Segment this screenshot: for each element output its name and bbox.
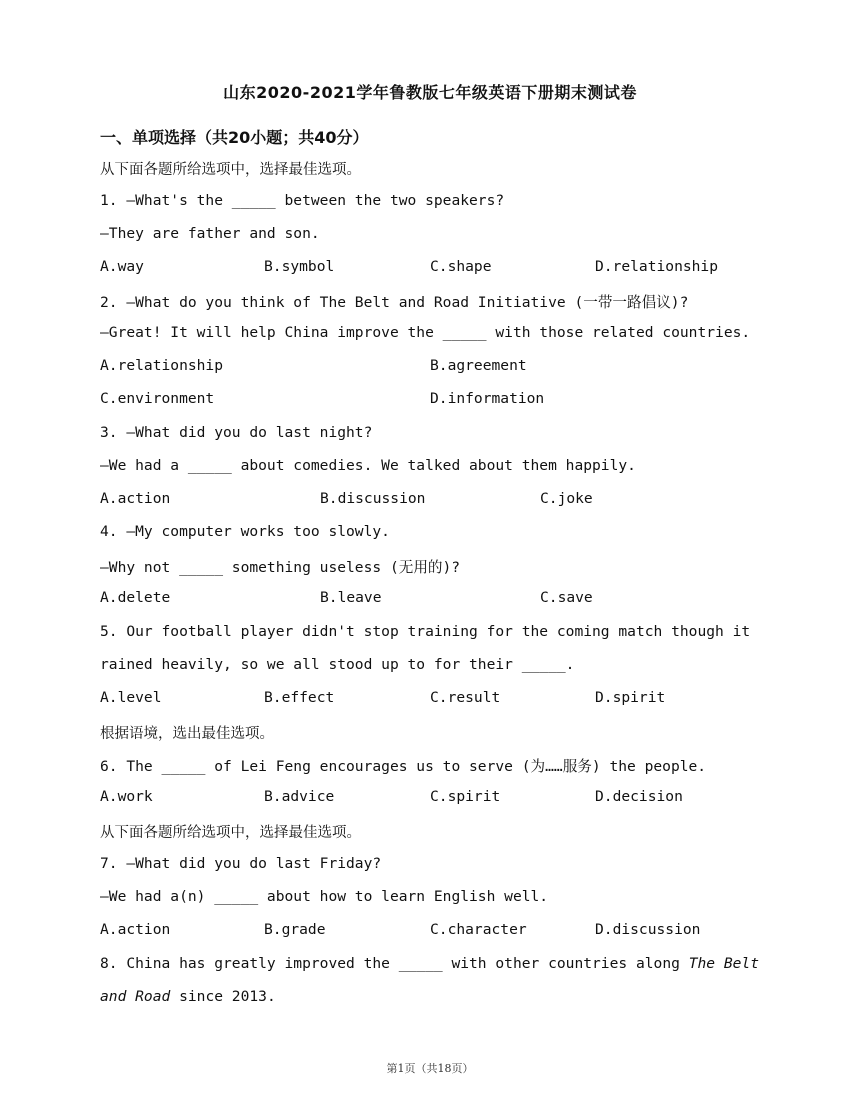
- question-2-stem: 2. —What do you think of The Belt and Road Initiative (一带一路倡议)?: [100, 294, 689, 311]
- question-5-option-d: D.spirit: [595, 689, 666, 706]
- question-2-reply: —Great! It will help China improve the _____ with those related countries.: [100, 324, 751, 341]
- question-4-option-a: A.delete: [100, 589, 171, 606]
- question-2-option-b: B.agreement: [430, 357, 527, 374]
- question-7-reply: —We had a(n) _____ about how to learn English well.: [100, 888, 549, 905]
- question-7-option-b: B.grade: [264, 921, 326, 938]
- question-6-option-d: D.decision: [595, 788, 683, 805]
- question-7-option-c: C.character: [430, 921, 527, 938]
- question-6-stem: 6. The _____ of Lei Feng encourages us to serve (为……服务) the people.: [100, 758, 707, 775]
- question-5-option-a: A.level: [100, 689, 162, 706]
- question-5-stem-continued: rained heavily, so we all stood up to for their _____.: [100, 656, 575, 673]
- question-3-reply: —We had a _____ about comedies. We talked about them happily.: [100, 457, 636, 474]
- question-6-option-b: B.advice: [264, 788, 335, 805]
- question-5-stem: 5. Our football player didn't stop training for the coming match though it: [100, 623, 751, 640]
- question-1-option-c: C.shape: [430, 258, 492, 275]
- question-3-option-a: A.action: [100, 490, 171, 507]
- question-8-italic-term-continued: and Road: [100, 988, 171, 1005]
- question-3-option-c: C.joke: [540, 490, 593, 507]
- question-2-option-a: A.relationship: [100, 357, 224, 374]
- question-5-option-b: B.effect: [264, 689, 335, 706]
- question-1-stem: 1. —What's the _____ between the two speakers?: [100, 192, 505, 209]
- question-1-option-d: D.relationship: [595, 258, 719, 275]
- question-8-stem: [100, 955, 759, 972]
- question-7-stem: 7. —What did you do last Friday?: [100, 855, 382, 872]
- question-5-option-c: C.result: [430, 689, 501, 706]
- question-2-option-c: C.environment: [100, 390, 215, 407]
- instruction-line: 根据语境，选出最佳选项。: [100, 726, 274, 742]
- question-3-option-b: B.discussion: [320, 490, 426, 507]
- question-3-stem: 3. —What did you do last night?: [100, 424, 373, 441]
- question-6-option-c: C.spirit: [430, 788, 501, 805]
- page-footer: 第1页（共18页）: [386, 1062, 474, 1075]
- question-8-stem-continued: [100, 988, 276, 1005]
- page-title: 山东2020-2021学年鲁教版七年级英语下册期末测试卷: [223, 83, 637, 102]
- question-6-option-a: A.work: [100, 788, 153, 805]
- question-8-stem-end: since 2013.: [170, 988, 276, 1005]
- question-8-italic-term: The Belt: [688, 955, 759, 972]
- question-1-option-a: A.way: [100, 258, 144, 275]
- question-4-reply: —Why not _____ something useless (无用的)?: [100, 559, 461, 576]
- question-2-option-d: D.information: [430, 390, 545, 407]
- instruction-line: 从下面各题所给选项中，选择最佳选项。: [100, 162, 361, 178]
- question-4-option-b: B.leave: [320, 589, 382, 606]
- question-7-option-d: D.discussion: [595, 921, 701, 938]
- section-heading: 一、单项选择（共20小题；共40分）: [100, 128, 369, 147]
- question-4-option-c: C.save: [540, 589, 593, 606]
- question-8-stem-text: 8. China has greatly improved the _____ with other countries along: [100, 955, 689, 972]
- question-4-stem: 4. —My computer works too slowly.: [100, 523, 390, 540]
- question-1-option-b: B.symbol: [264, 258, 335, 275]
- instruction-line: 从下面各题所给选项中，选择最佳选项。: [100, 825, 361, 841]
- question-1-reply: —They are father and son.: [100, 225, 320, 242]
- question-7-option-a: A.action: [100, 921, 171, 938]
